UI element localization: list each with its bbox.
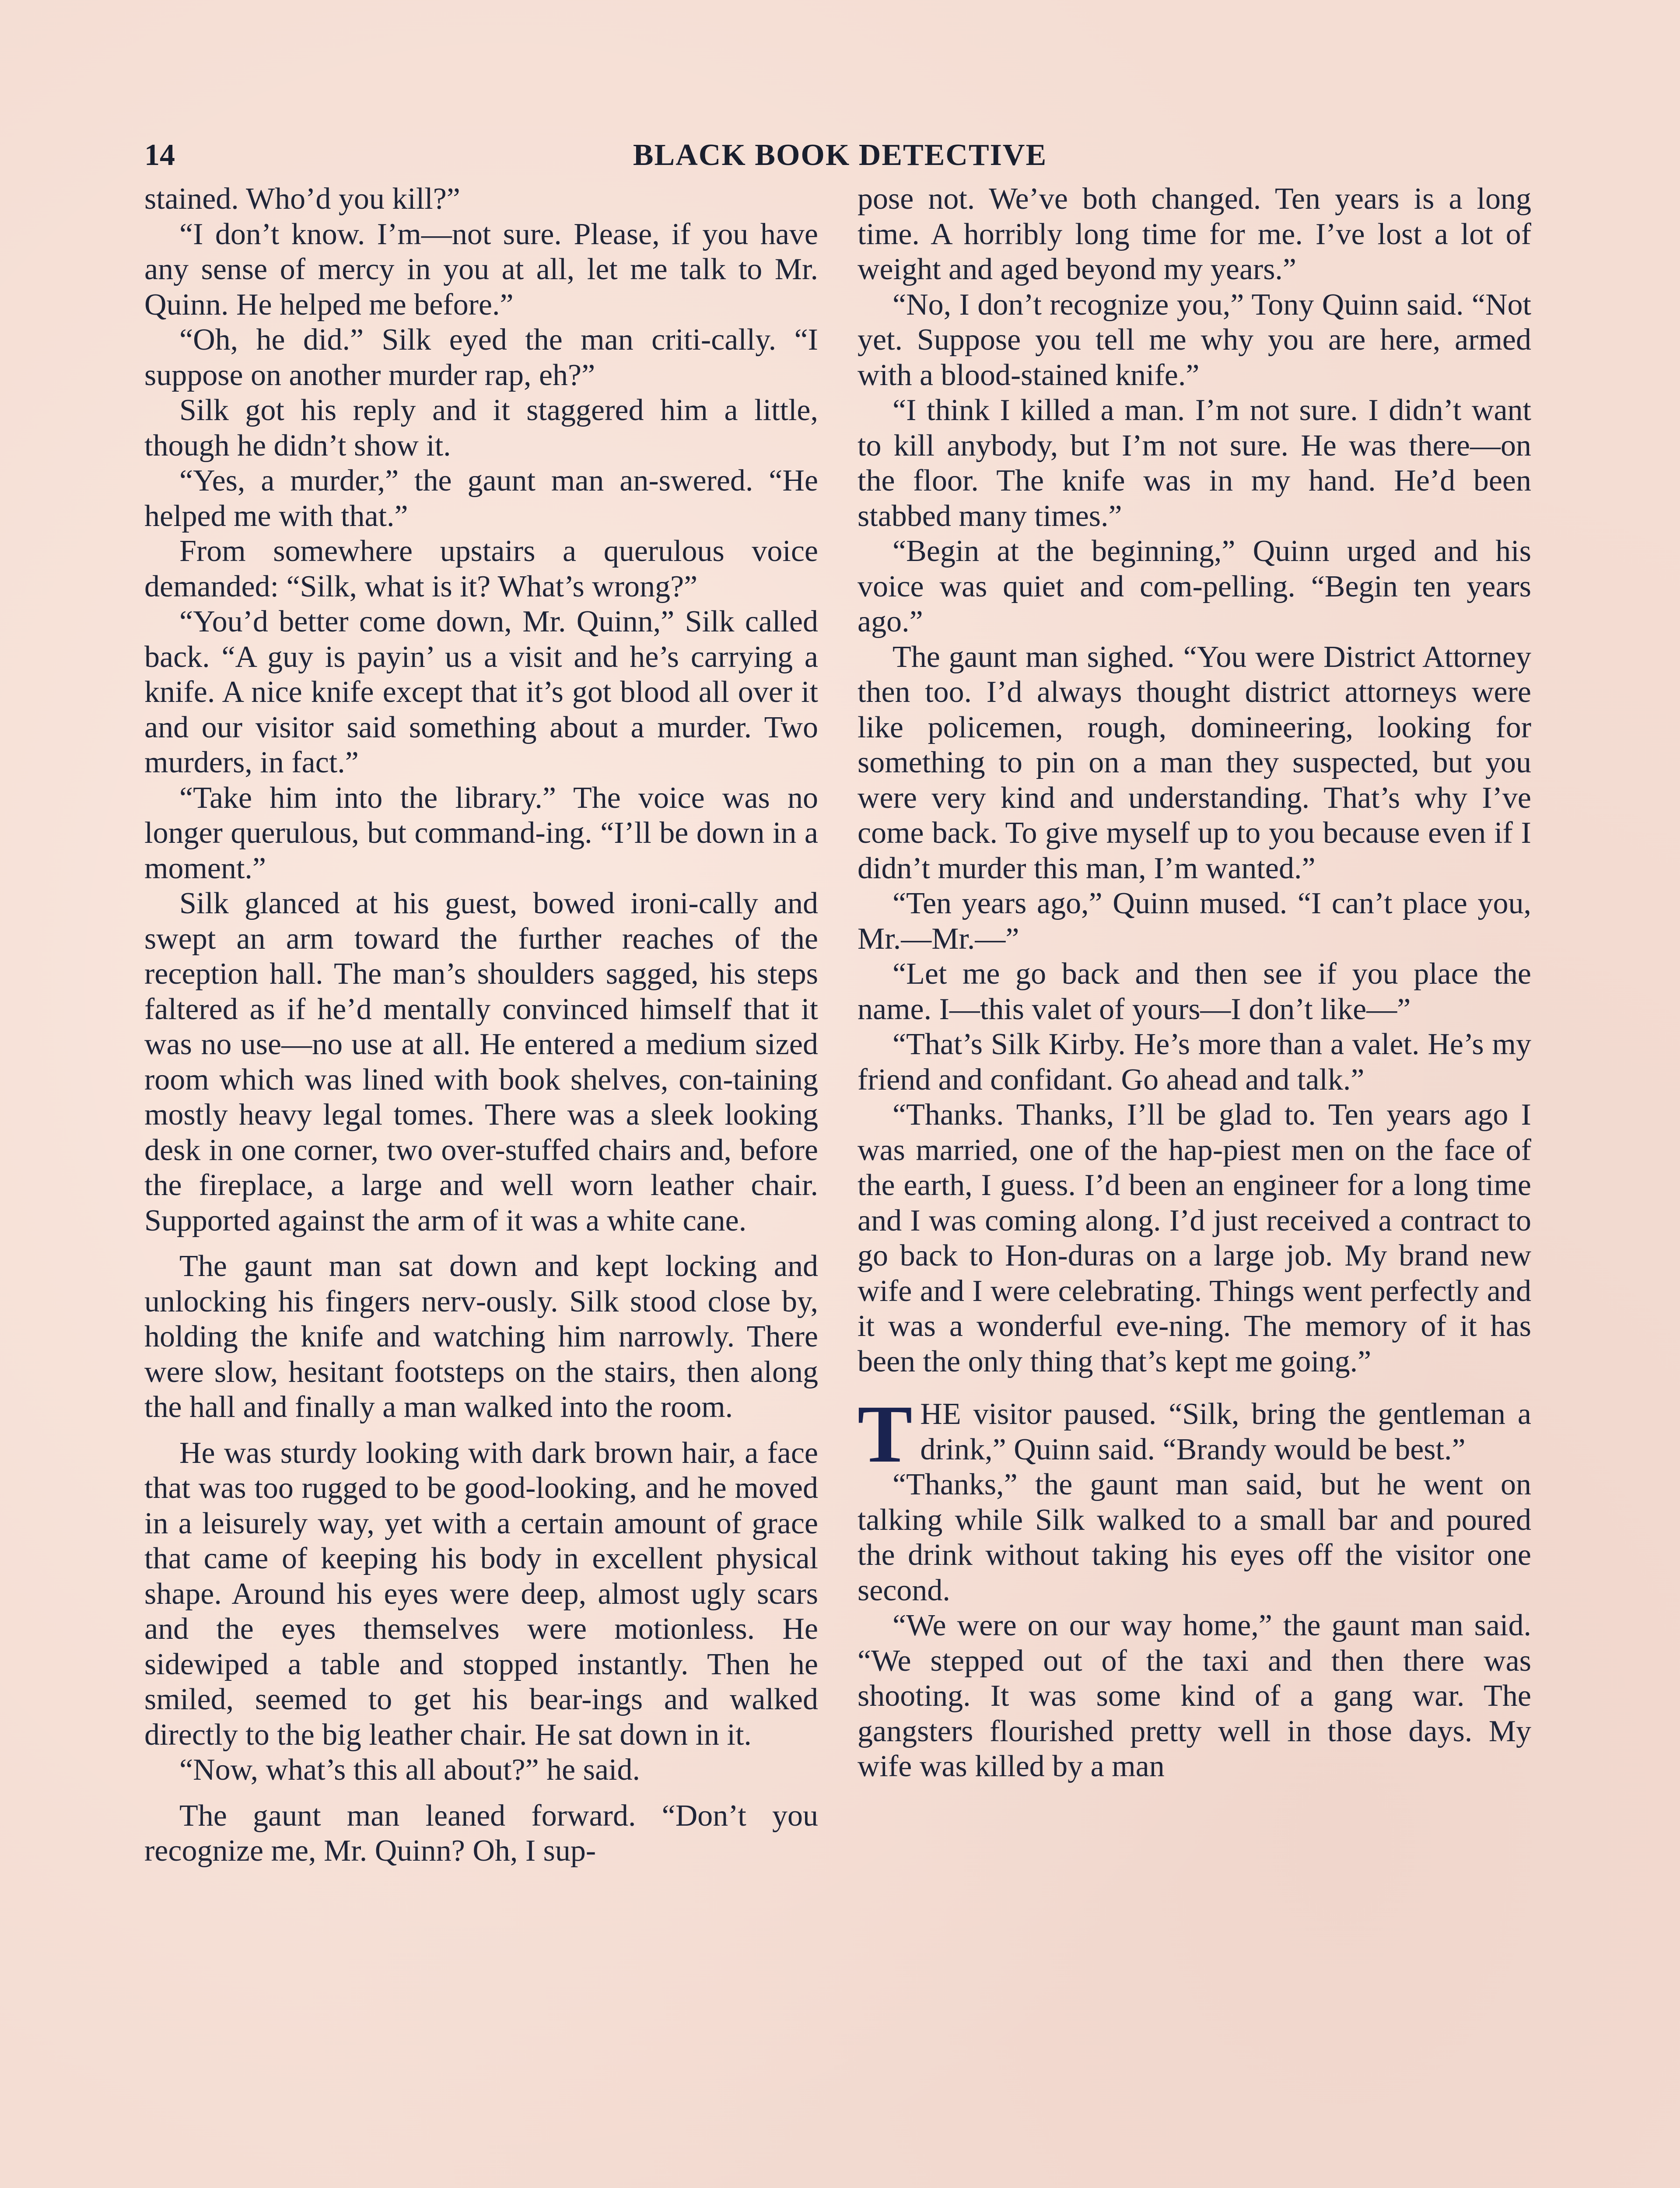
paragraph: “I don’t know. I’m—not sure. Please, if you have any sense of mercy in you at all, let me talk to Mr. Quinn. He helped me before.” [144, 217, 818, 322]
drop-cap: T [858, 1388, 913, 1480]
paragraph: From somewhere upstairs a querulous voice demanded: “Silk, what is it? What’s wrong?” [144, 534, 818, 603]
paragraph: The gaunt man sat down and kept locking and unlocking his fingers nerv-ously. Silk stood close by, holding the knife and watching him narrowly. There were slow, hesitant footsteps on the stairs, then along the hall and finally a man walked into the room. [144, 1249, 818, 1424]
paragraph: “Begin at the beginning,” Quinn urged and his voice was quiet and com-pelling. “Begin ten years ago.” [858, 534, 1531, 638]
left-column [144, 182, 818, 1869]
paragraph: “Let me go back and then see if you place the name. I—this valet of yours—I don’t like—” [858, 957, 1531, 1026]
paragraph: “I think I killed a man. I’m not sure. I didn’t want to kill anybody, but I’m not sure. He was there—on the floor. The knife was in my hand. He’d been stabbed many times.” [858, 393, 1531, 533]
dropcap-paragraph [858, 1388, 1531, 1480]
paragraph: “Thanks. Thanks, I’ll be glad to. Ten years ago I was married, one of the hap-piest men on the face of the earth, I guess. I’d been an engineer for a long time and I was coming along. I’d just received a contract to go back to Hon-duras on a large job. My brand new wife and I were celebrating. Things went perfectly and it was a wonderful eve-ning. The memory of it has been the only thing that’s kept me going.” [858, 1098, 1531, 1378]
magazine-title: BLACK BOOK DETECTIVE [633, 138, 1047, 172]
paragraph: pose not. We’ve both changed. Ten years is a long time. A horribly long time for me. I’ve lost a lot of weight and aged beyond my years.” [858, 182, 1531, 286]
paragraph: “That’s Silk Kirby. He’s more than a valet. He’s my friend and confidant. Go ahead and talk.” [858, 1027, 1531, 1097]
dropcap-paragraph-text: HE visitor paused. “Silk, bring the gentleman a drink,” Quinn said. “Brandy would be best.” [920, 1397, 1531, 1466]
paragraph: “No, I don’t recognize you,” Tony Quinn said. “Not yet. Suppose you tell me why you are here, armed with a blood-stained knife.” [858, 288, 1531, 392]
right-column [858, 182, 1531, 1785]
paragraph: “Oh, he did.” Silk eyed the man criti-cally. “I suppose on another murder rap, eh?” [144, 323, 818, 392]
paragraph: The gaunt man leaned forward. “Don’t you recognize me, Mr. Quinn? Oh, I sup- [144, 1799, 818, 1868]
paragraph: “We were on our way home,” the gaunt man said. “We stepped out of the taxi and then there was shooting. It was some kind of a gang war. The gangsters flourished pretty well in those days. My wife was killed by a man [858, 1609, 1531, 1783]
paragraph: Silk got his reply and it staggered him a little, though he didn’t show it. [144, 393, 818, 463]
page-header [144, 131, 1536, 179]
paragraph: The gaunt man sighed. “You were District Attorney then too. I’d always thought district attorneys were like policemen, rough, domineering, looking for something to pin on a man they suspected, but you were very kind and understanding. That’s why I’ve come back. To give myself up to you because even if I didn’t murder this man, I’m wanted.” [858, 640, 1531, 885]
page-number: 14 [144, 138, 175, 172]
paragraph: “You’d better come down, Mr. Quinn,” Silk called back. “A guy is payin’ us a visit and he’s carrying a knife. A nice knife except that it’s got blood all over it and our visitor said something about a murder. Two murders, in fact.” [144, 605, 818, 779]
paragraph: He was sturdy looking with dark brown hair, a face that was too rugged to be good-looking, and he moved in a leisurely way, yet with a certain amount of grace that came of keeping his body in excellent physical shape. Around his eyes were deep, almost ugly scars and the eyes themselves were motionless. He sidewiped a table and stopped instantly. Then he smiled, seemed to get his bear-ings and walked directly to the big leather chair. He sat down in it. [144, 1436, 818, 1752]
paragraph: Silk glanced at his guest, bowed ironi-cally and swept an arm toward the further reaches of the reception hall. The man’s shoulders sagged, his steps faltered as if he’d mentally convinced himself that it was no use—no use at all. He entered a medium sized room which was lined with book shelves, con-taining mostly heavy legal tomes. There was a sleek looking desk in one corner, two over-stuffed chairs and, before the fireplace, a large and well worn leather chair. Supported against the arm of it was a white cane. [144, 887, 818, 1238]
paragraph: “Now, what’s this all about?” he said. [179, 1753, 640, 1787]
paragraph: “Yes, a murder,” the gaunt man an-swered. “He helped me with that.” [144, 464, 818, 533]
paragraph: “Ten years ago,” Quinn mused. “I can’t place you, Mr.—Mr.—” [858, 887, 1531, 956]
paragraph: “Take him into the library.” The voice was no longer querulous, but command-ing. “I’ll be down in a moment.” [144, 781, 818, 885]
paragraph: “Thanks,” the gaunt man said, but he went on talking while Silk walked to a small bar and poured the drink without taking his eyes off the visitor one second. [858, 1468, 1531, 1607]
paragraph: stained. Who’d you kill?” [144, 182, 460, 216]
